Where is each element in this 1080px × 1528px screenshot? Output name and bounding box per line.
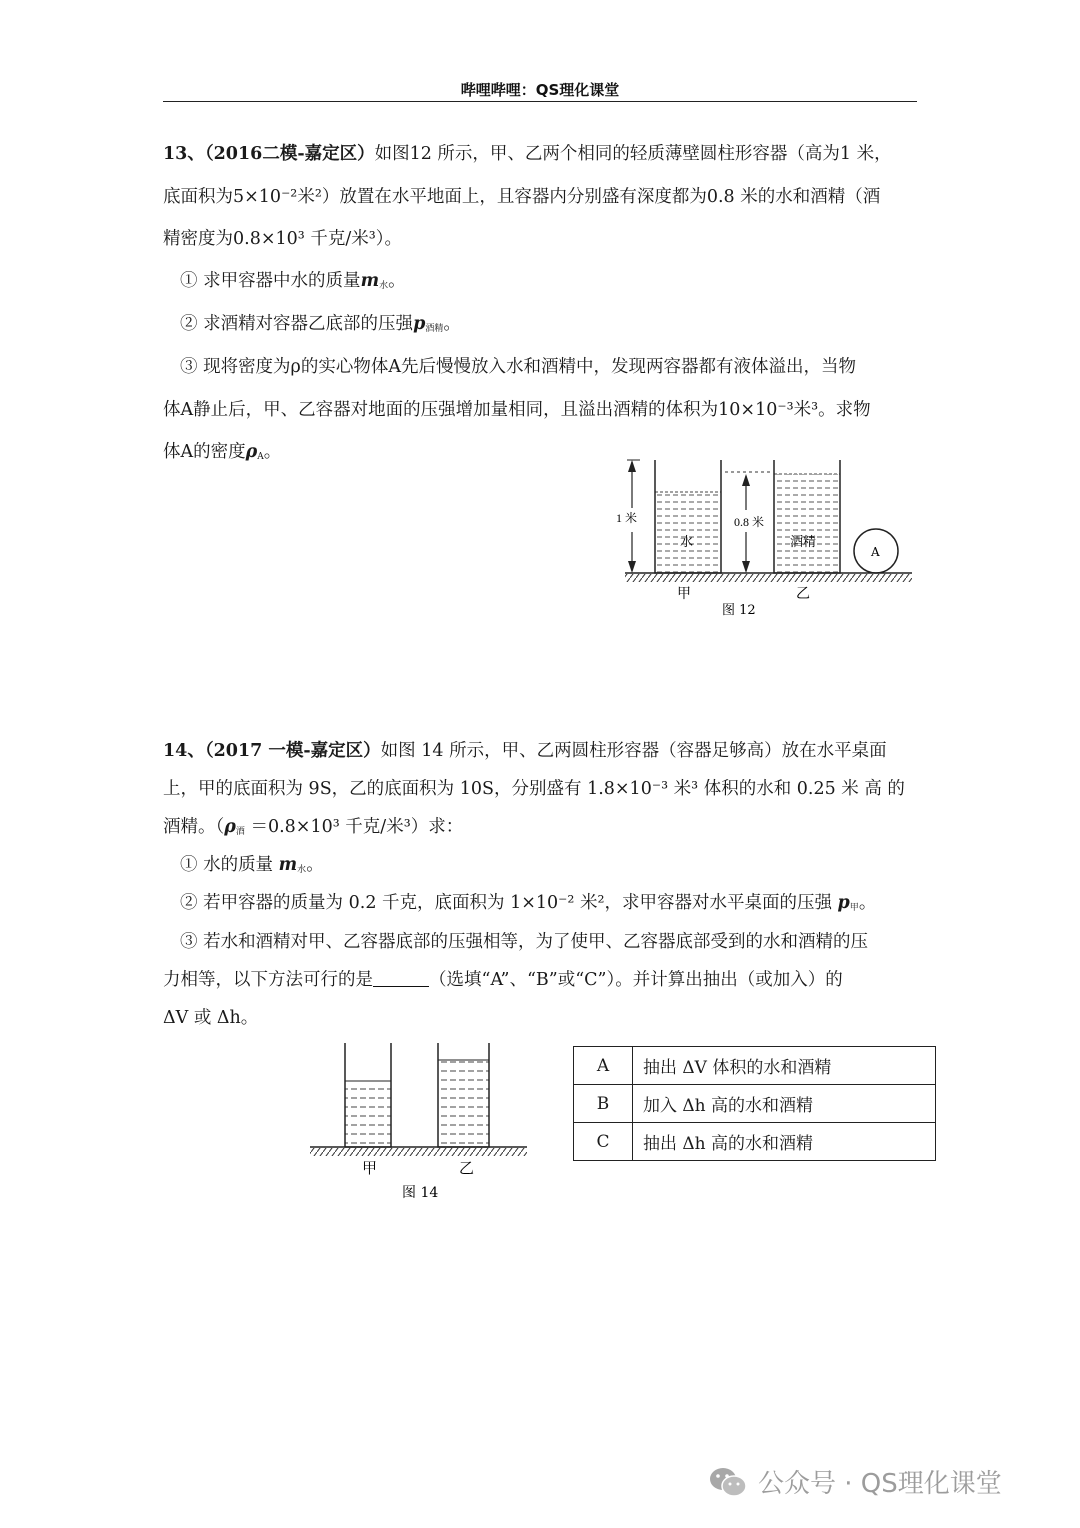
option-key: A xyxy=(574,1047,633,1085)
wechat-icon xyxy=(708,1466,748,1498)
q13-item3-var: ρ xyxy=(245,442,258,462)
fig12-caption: 图 12 xyxy=(722,603,756,618)
figure-14 xyxy=(305,1040,530,1210)
water-liquid xyxy=(655,492,721,573)
option-key: C xyxy=(574,1123,633,1161)
q13-item1-var: m xyxy=(360,271,380,291)
q14-item1-end: 。 xyxy=(306,855,324,875)
fig14-alcohol xyxy=(438,1060,489,1147)
q14-number: 14、 xyxy=(163,741,205,761)
q13-item3-line1: ③ 现将密度为ρ的实心物体A先后慢慢放入水和酒精中，发现两容器都有液体溢出，当物 xyxy=(180,357,856,377)
alcohol-label: 酒精 xyxy=(790,535,817,550)
q13-intro: 如图12 所示，甲、乙两个相同的轻质薄壁圆柱形容器（高为1 米， xyxy=(374,144,892,164)
q13-item1-end: 。 xyxy=(388,271,406,291)
q14-item1-text: ① 水的质量 xyxy=(180,855,279,875)
q13-item3-line2: 体A静止后，甲、乙容器对地面的压强增加量相同，且溢出酒精的体积为10×10⁻³米³。求物 xyxy=(163,400,871,420)
q13-number: 13、 xyxy=(163,144,205,164)
q13-item3-end: 。 xyxy=(263,442,282,462)
surface-hatch xyxy=(310,1148,527,1156)
q14-item3-line2-end: （选填“A”、“B”或“C”）。并计算出抽出（或加入）的 xyxy=(429,970,843,990)
q14-line3 xyxy=(163,813,463,838)
q14-item3-line3: ΔV 或 Δh。 xyxy=(163,1008,259,1028)
alcohol-liquid xyxy=(774,474,840,573)
answer-blank[interactable] xyxy=(373,968,429,987)
q14-item2 xyxy=(180,889,876,914)
depth-label: 0.8 米 xyxy=(734,515,765,529)
fig14-jia: 甲 xyxy=(362,1159,378,1177)
q13-item1-text: ① 求甲容器中水的质量 xyxy=(180,271,361,291)
q14-line3-var: ρ xyxy=(224,817,236,837)
header-rule xyxy=(163,101,917,102)
q14-item2-text: ② 若甲容器的质量为 0.2 千克，底面积为 1×10⁻² 米²，求甲容器对水平桌面的压强 xyxy=(180,893,838,913)
fig14-yi: 乙 xyxy=(459,1159,475,1177)
option-key: B xyxy=(574,1085,633,1123)
q13-line2: 底面积为5×10⁻²米²）放置在水平地面上，且容器内分别盛有深度都为0.8 米的水和酒精（酒 xyxy=(163,187,881,207)
options-table xyxy=(573,1046,936,1161)
figure-12 xyxy=(600,450,920,625)
q14-item1-sub: 水 xyxy=(297,865,307,875)
fig12-jia: 甲 xyxy=(677,586,691,602)
table-row xyxy=(574,1085,936,1123)
q13-item3-sub: A xyxy=(257,452,264,462)
q14-item3-line1: ③ 若水和酒精对甲、乙容器底部的压强相等，为了使甲、乙容器底部受到的水和酒精的压 xyxy=(180,932,869,952)
q14-item1-var: m xyxy=(278,855,298,875)
q13-item2-var: p xyxy=(413,314,426,334)
fig14-caption: 图 14 xyxy=(402,1185,439,1201)
q14-item1 xyxy=(180,851,324,876)
q14-line3-sub: 酒 xyxy=(235,827,245,837)
watermark xyxy=(708,1463,1002,1500)
q14-line1 xyxy=(163,737,887,762)
q14-item3-line2-text: 力相等，以下方法可行的是 xyxy=(163,970,373,990)
option-value: 抽出 ΔV 体积的水和酒精 xyxy=(633,1047,936,1085)
q13-item1-sub: 水 xyxy=(379,281,389,291)
q14-intro: 如图 14 所示，甲、乙两圆柱形容器（容器足够高）放在水平桌面 xyxy=(380,741,887,761)
table-row xyxy=(574,1047,936,1085)
q14-item2-var: p xyxy=(837,893,850,913)
q13-item3-line3 xyxy=(163,438,281,463)
q14-source: （2017 一模-嘉定区） xyxy=(204,741,381,761)
q14-line2: 上，甲的底面积为 9S，乙的底面积为 10S，分别盛有 1.8×10⁻³ 米³ 体积的水和 0.25 米 高 的 xyxy=(163,779,905,799)
ground-hatch xyxy=(625,574,912,582)
q13-line1 xyxy=(163,140,892,165)
option-value: 加入 Δh 高的水和酒精 xyxy=(633,1085,936,1123)
q14-item3-line2 xyxy=(163,966,843,991)
watermark-text: 公众号 · QS理化课堂 xyxy=(758,1469,1002,1499)
fig14-water xyxy=(345,1081,391,1147)
page-header: 哔哩哔哩：QS理化课堂 xyxy=(460,81,620,99)
q14-item2-end: 。 xyxy=(858,893,877,913)
q13-source: （2016二模-嘉定区） xyxy=(204,144,375,164)
q14-line3-end: ＝0.8×10³ 千克/米³）求： xyxy=(244,817,464,837)
height-label: 1 米 xyxy=(616,511,638,525)
q13-item1 xyxy=(180,267,406,292)
q14-item2-sub: 甲 xyxy=(849,903,859,913)
ball-label: A xyxy=(871,545,880,559)
q13-item3-text: 体A的密度 xyxy=(163,442,246,462)
q13-item2-text: ② 求酒精对容器乙底部的压强 xyxy=(180,314,414,334)
q14-line3-text: 酒精。（ xyxy=(163,817,225,837)
q13-item2-sub: 酒精 xyxy=(425,324,444,334)
water-label: 水 xyxy=(680,535,694,550)
table-row xyxy=(574,1123,936,1161)
q13-item2-end: 。 xyxy=(443,314,461,334)
q13-line3: 精密度为0.8×10³ 千克/米³）。 xyxy=(163,229,403,249)
q13-item2 xyxy=(180,310,461,335)
fig12-yi: 乙 xyxy=(796,586,810,602)
option-value: 抽出 Δh 高的水和酒精 xyxy=(633,1123,936,1161)
